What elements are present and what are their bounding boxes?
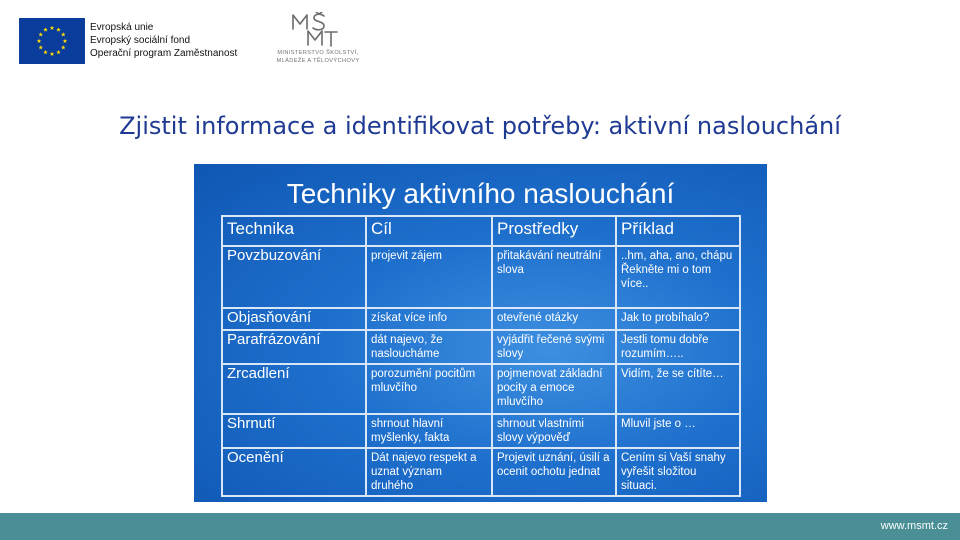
eu-line-3: Operační program Zaměstnanost [90,48,238,59]
eu-star-icon [50,26,55,30]
eu-star-icon [38,32,43,36]
techniques-table [221,215,741,497]
table-cell-goal: získat více info [366,308,492,330]
table-cell-means: přitakávání neutrální slova [492,246,616,308]
table-cell-technique: Objasňování [222,308,366,330]
eu-star-icon [37,39,42,43]
footer-bar [0,513,960,540]
eu-line-1: Evropská unie [90,22,154,33]
table-row [222,448,740,496]
eu-star-icon [61,32,66,36]
eu-star-icon [43,50,48,54]
table-cell-goal: dát najevo, že nasloucháme [366,330,492,364]
table-cell-example: Cením si Vaší snahy vyřešit složitou situaci. [616,448,740,496]
eu-star-icon [43,27,48,31]
eu-star-icon [50,52,55,56]
table-cell-means: Projevit uznání, úsilí a ocenit ochotu jednat [492,448,616,496]
column-header-technika: Technika [222,216,366,246]
table-cell-goal: projevit zájem [366,246,492,308]
column-header-cil: Cíl [366,216,492,246]
table-cell-means: pojmenovat základní pocity a emoce mluvčího [492,364,616,414]
eu-star-icon [38,45,43,49]
table-cell-example: ..hm, aha, ano, chápu Řekněte mi o tom více.. [616,246,740,308]
table-row [222,414,740,448]
table-cell-technique: Zrcadlení [222,364,366,414]
column-header-prostredky: Prostředky [492,216,616,246]
table-cell-technique: Ocenění [222,448,366,496]
table-cell-example: Vidím, že se cítíte… [616,364,740,414]
msmt-caption [266,49,370,65]
table-cell-means: vyjádřit řečené svými slovy [492,330,616,364]
table-cell-technique: Parafrázování [222,330,366,364]
table-cell-example: Jak to probíhalo? [616,308,740,330]
table-cell-example: Jestli tomu dobře rozumím….. [616,330,740,364]
table-row [222,308,740,330]
table-cell-goal: porozumění pocitům mluvčího [366,364,492,414]
eu-star-icon [61,45,66,49]
inner-slide-title: Techniky aktivního naslouchání [286,178,675,209]
inner-slide-image [194,164,767,502]
table-cell-technique: Povzbuzování [222,246,366,308]
table-row [222,364,740,414]
table-row [222,330,740,364]
column-header-priklad: Příklad [616,216,740,246]
msmt-mark-icon [290,12,342,48]
msmt-caption-line-2: MLÁDEŽE A TĚLOVÝCHOVY [276,58,360,64]
slide-title: Zjistit informace a identifikovat potřeby: aktivní naslouchání [119,112,841,140]
table-cell-goal: Dát najevo respekt a uznat význam druhého [366,448,492,496]
eu-star-icon [56,50,61,54]
eu-star-icon [63,39,68,43]
table-cell-means: shrnout vlastními slovy výpověď [492,414,616,448]
eu-star-icon [56,27,61,31]
eu-flag-icon [19,18,85,64]
table-row [222,246,740,308]
eu-logo [19,18,249,66]
table-cell-example: Mluvil jste o … [616,414,740,448]
eu-logo-text [90,21,237,60]
table-cell-technique: Shrnutí [222,414,366,448]
eu-line-2: Evropský sociální fond [90,35,191,46]
msmt-caption-line-1: MINISTERSTVO ŠKOLSTVÍ, [277,50,359,56]
table-cell-goal: shrnout hlavní myšlenky, fakta [366,414,492,448]
msmt-logo [266,12,370,68]
table-header-row [222,216,740,246]
footer-url[interactable]: www.msmt.cz [880,520,948,532]
table-cell-means: otevřené otázky [492,308,616,330]
